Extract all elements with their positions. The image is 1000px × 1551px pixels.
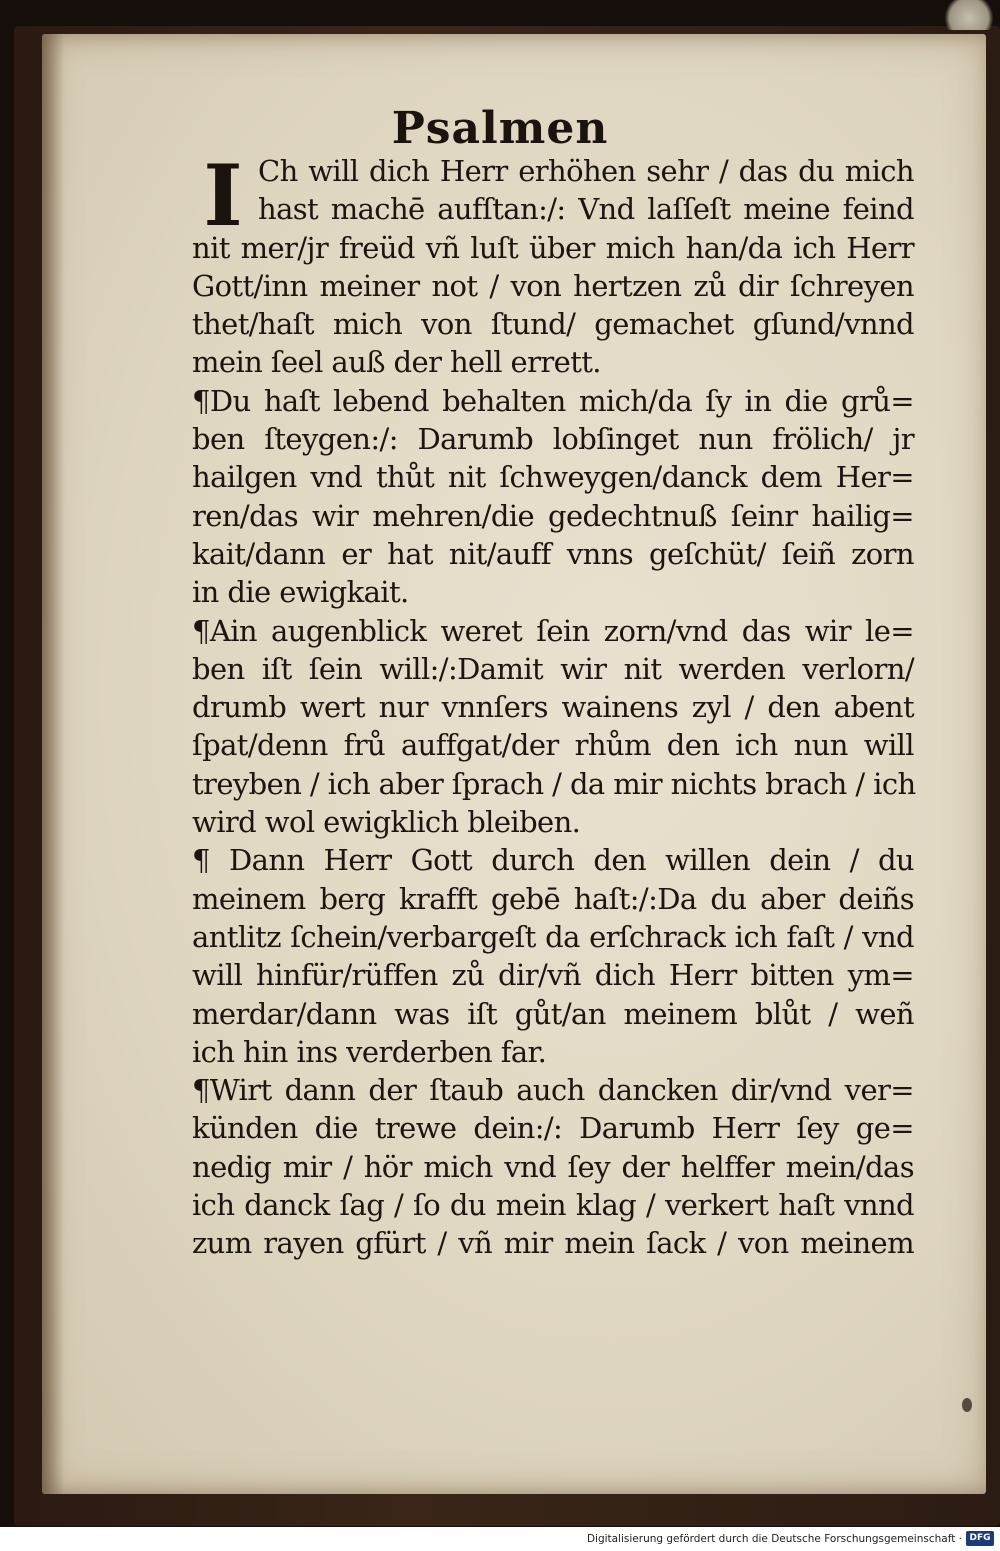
text-line: ſpat/denn frů auffgat/der rhům den ich nun will xyxy=(192,728,914,763)
text-line: nit mer/jr freüd vñ luſt über mich han/da ich Herr xyxy=(192,230,914,265)
text-line: Gott/inn meiner not / von hertzen zů dir ſchreyen xyxy=(192,268,914,303)
footer-bar xyxy=(0,1527,1000,1551)
text-line: ben ſteygen:/: Darumb lobſinget nun frölich/ jr xyxy=(192,422,914,457)
text-line: künden die trewe dein:/: Darumb Herr ſey ge= xyxy=(192,1111,914,1146)
ink-stain xyxy=(962,1398,972,1412)
text-line: kait/dann er hat nit/auff vnns geſchüt/ ſeiñ zorn xyxy=(192,536,914,571)
text-line: ¶Wirt dann der ſtaub auch dancken dir/vnd ver= xyxy=(192,1073,914,1108)
dfg-logo: DFG xyxy=(966,1531,994,1546)
text-line: wird wol ewigklich bleiben. xyxy=(192,805,581,840)
text-line: will hinfür/rüffen zů dir/vñ dich Herr bitten ym= xyxy=(192,958,914,993)
text-line: zum rayen gfürt / vñ mir mein ſack / von meinem xyxy=(192,1226,914,1261)
decorated-initial: I xyxy=(203,146,243,245)
text-line: thet/haſt mich von ſtund/ gemachet gſund/vnnd xyxy=(192,307,914,342)
text-line: hast machē aufſtan:/: Vnd laſſeſt meine feind xyxy=(258,192,914,227)
psalm-text xyxy=(192,146,916,1263)
text-line: merdar/dann was iſt gůt/an meinem blůt / weñ xyxy=(192,996,914,1031)
text-line: Ch will dich Herr erhöhen sehr / das du mich xyxy=(258,154,914,188)
text-line: ¶Ain augenblick weret ſein zorn/vnd das wir le= xyxy=(192,613,914,648)
text-line: ich hin ins verderben far. xyxy=(192,1034,547,1069)
text-line: drumb wert nur vnnſers wainens zyl / den abent xyxy=(192,690,914,725)
text-line: ¶Du haſt lebend behalten mich/da ſy in die grů= xyxy=(192,383,914,418)
gutter-shadow xyxy=(42,34,64,1494)
binding-thread xyxy=(942,0,996,30)
text-line: ren/das wir mehren/die gedechtnuß ſeinr hailig= xyxy=(192,498,914,533)
text-line: treyben / ich aber ſprach / da mir nichts brach / ich xyxy=(192,766,916,801)
text-line: in die ewigkait. xyxy=(192,575,409,610)
text-line: mein ſeel auß der hell errett. xyxy=(192,345,601,380)
text-line: ben iſt ſein will:/:Damit wir nit werden verlorn/ xyxy=(192,651,914,686)
text-line: antlitz ſchein/verbargeſt da erſchrack ich faſt / vnd xyxy=(192,919,914,954)
page-header: Psalmen xyxy=(391,103,609,154)
text-line: hailgen vnd thůt nit ſchweygen/danck dem Her= xyxy=(192,460,914,495)
funding-credit: Digitalisierung gefördert durch die Deutsche Forschungsgemeinschaft · xyxy=(586,1533,962,1545)
text-line: ich danck ſag / ſo du mein klag / verkert haſt vnnd xyxy=(192,1188,914,1223)
text-line: meinem berg krafft gebē haſt:/:Da du aber deiñs xyxy=(192,881,914,916)
text-line: nedig mir / hör mich vnd ſey der helffer mein/das xyxy=(192,1149,914,1184)
text-line: ¶ Dann Herr Gott durch den willen dein / du xyxy=(192,843,914,878)
